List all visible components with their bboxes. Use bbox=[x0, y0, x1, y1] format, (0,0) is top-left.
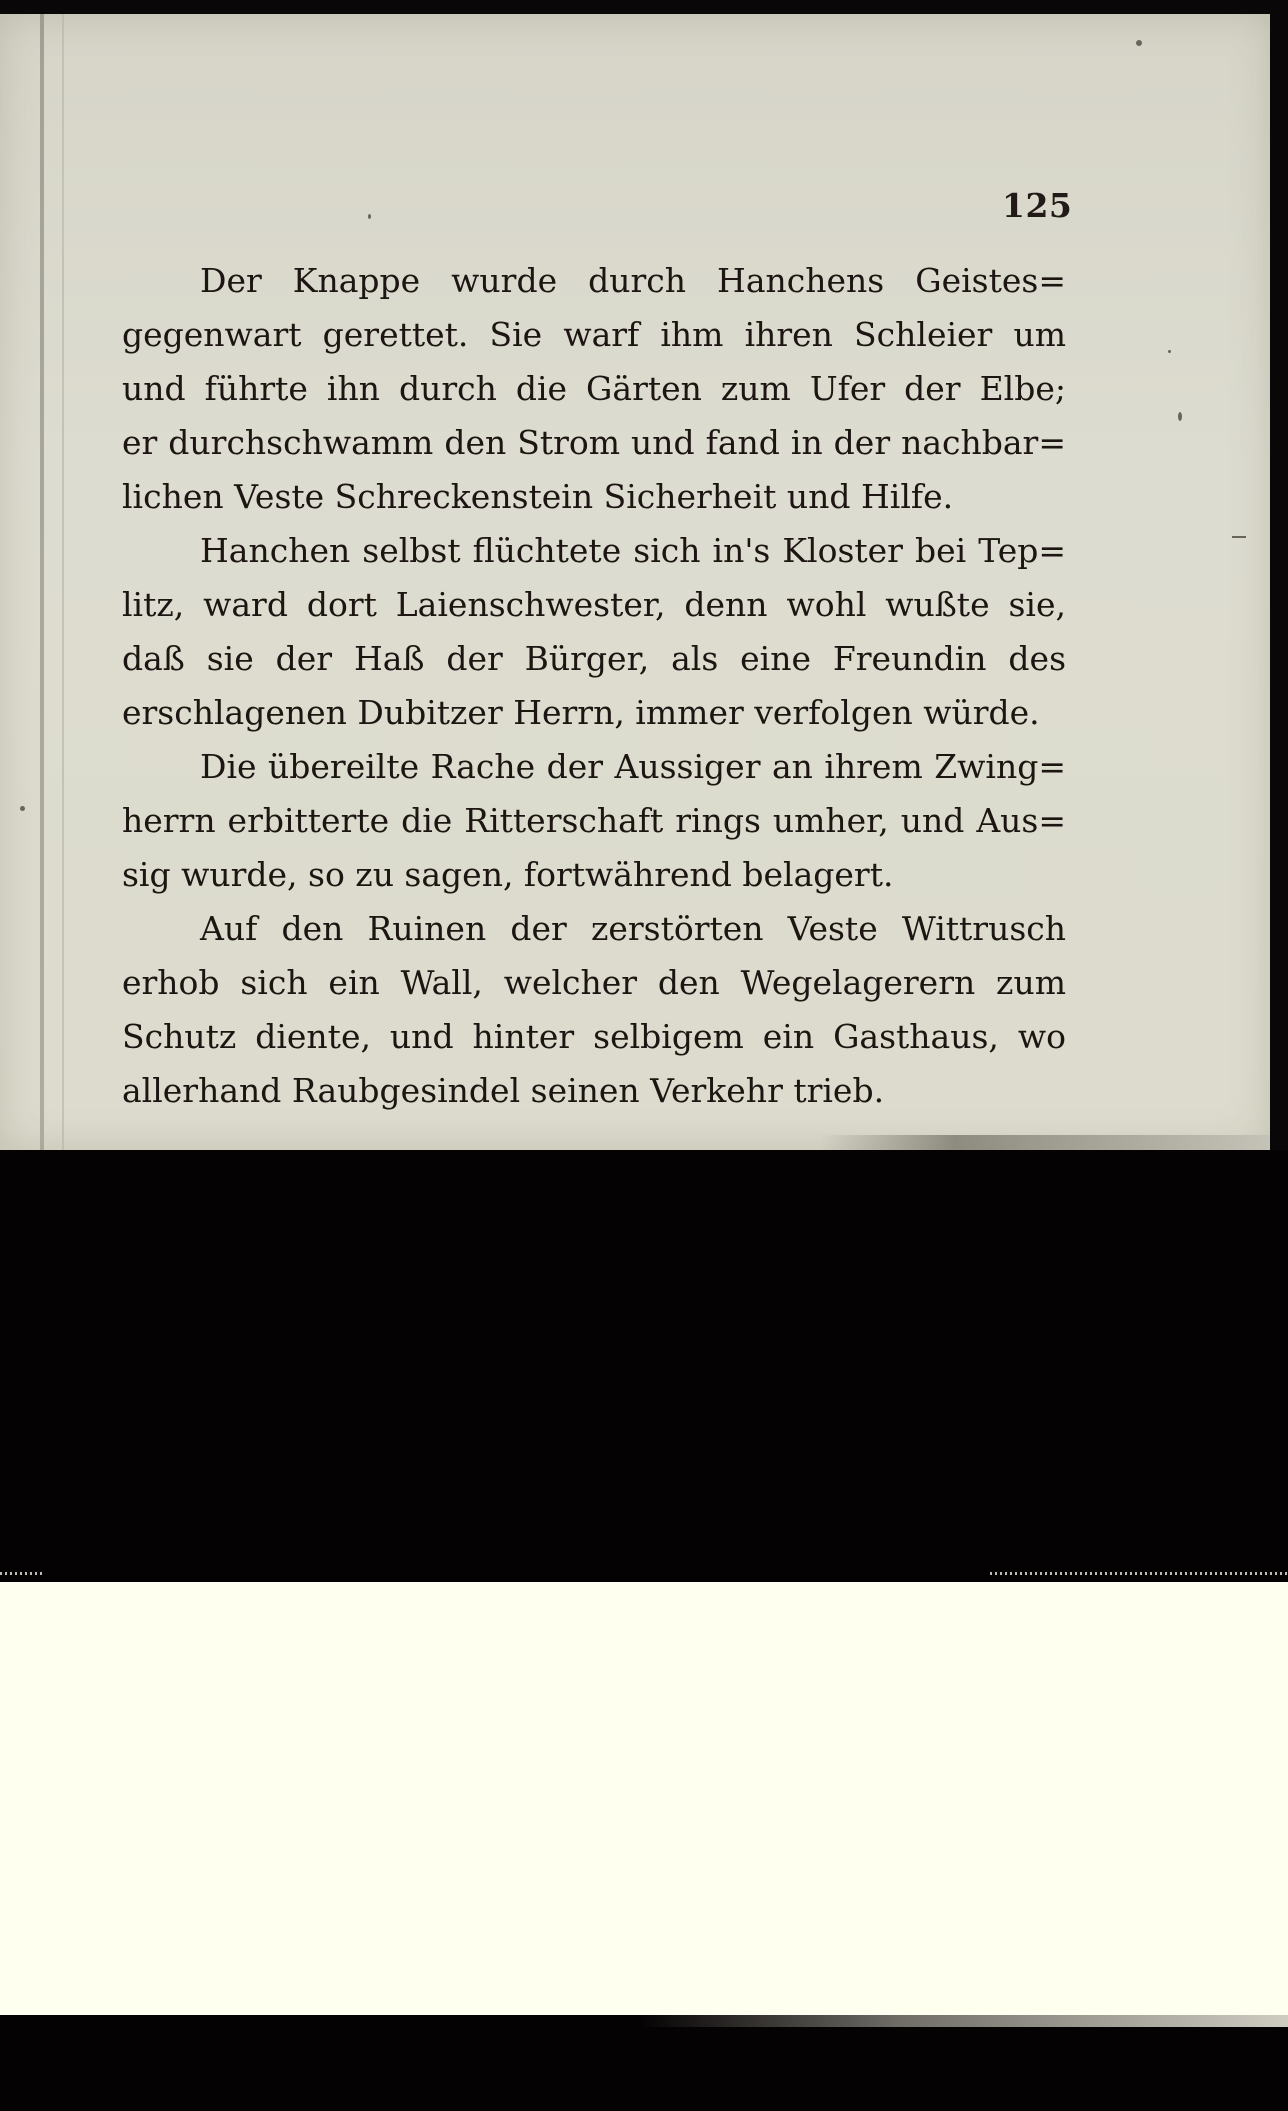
paper-speck bbox=[1136, 40, 1142, 46]
text-line: gegenwart gerettet. Sie warf ihm ihren Schleier um bbox=[122, 315, 1066, 354]
scan-artifact-dots bbox=[990, 1572, 1288, 1575]
text-line: erschlagenen Dubitzer Herrn, immer verfolgen würde. bbox=[122, 693, 1040, 732]
text-line: Hanchen selbst flüchtete sich in's Kloster bei Tep= bbox=[200, 531, 1066, 570]
text-line: litz, ward dort Laienschwester, denn wohl wußte sie, bbox=[122, 585, 1066, 624]
text-line: Auf den Ruinen der zerstörten Veste Wittrusch bbox=[200, 909, 1066, 948]
page-bottom-edge bbox=[820, 1135, 1270, 1150]
paper-speck bbox=[1232, 536, 1246, 538]
body-text bbox=[122, 254, 1066, 1118]
scan-artifact-dots bbox=[0, 1572, 42, 1575]
page-gutter-fold bbox=[62, 14, 64, 1150]
text-line: daß sie der Haß der Bürger, als eine Freundin des bbox=[122, 639, 1066, 678]
text-line: Schutz diente, und hinter selbigem ein Gasthaus, wo bbox=[122, 1017, 1066, 1056]
text-line: erhob sich ein Wall, welcher den Wegelagerern zum bbox=[122, 963, 1066, 1002]
scan-top-border bbox=[0, 0, 1288, 14]
paper-speck bbox=[1178, 412, 1182, 421]
text-line: er durchschwamm den Strom und fand in der nachbar= bbox=[122, 423, 1066, 462]
text-line: herrn erbitterte die Ritterschaft rings umher, und Aus= bbox=[122, 801, 1066, 840]
text-line: allerhand Raubgesindel seinen Verkehr trieb. bbox=[122, 1071, 885, 1110]
text-line: sig wurde, so zu sagen, fortwährend belagert. bbox=[122, 855, 894, 894]
paper-speck bbox=[368, 214, 371, 219]
text-line: und führte ihn durch die Gärten zum Ufer der Elbe; bbox=[122, 369, 1066, 408]
page-gutter bbox=[40, 14, 44, 1150]
scan-bottom-edge bbox=[640, 2015, 1288, 2027]
text-line: Die übereilte Rache der Aussiger an ihrem Zwing= bbox=[200, 747, 1066, 786]
paper-speck bbox=[20, 806, 25, 811]
page-number: 125 bbox=[1002, 186, 1073, 225]
text-line: Der Knappe wurde durch Hanchens Geistes= bbox=[200, 261, 1066, 300]
scan-black-band bbox=[0, 1150, 1288, 1582]
paper-speck bbox=[1168, 350, 1171, 353]
scan-bottom-band bbox=[0, 2015, 1288, 2111]
scan-right-border bbox=[1270, 14, 1288, 1150]
blank-area bbox=[0, 1582, 1288, 2015]
text-line: lichen Veste Schreckenstein Sicherheit und Hilfe. bbox=[122, 477, 954, 516]
